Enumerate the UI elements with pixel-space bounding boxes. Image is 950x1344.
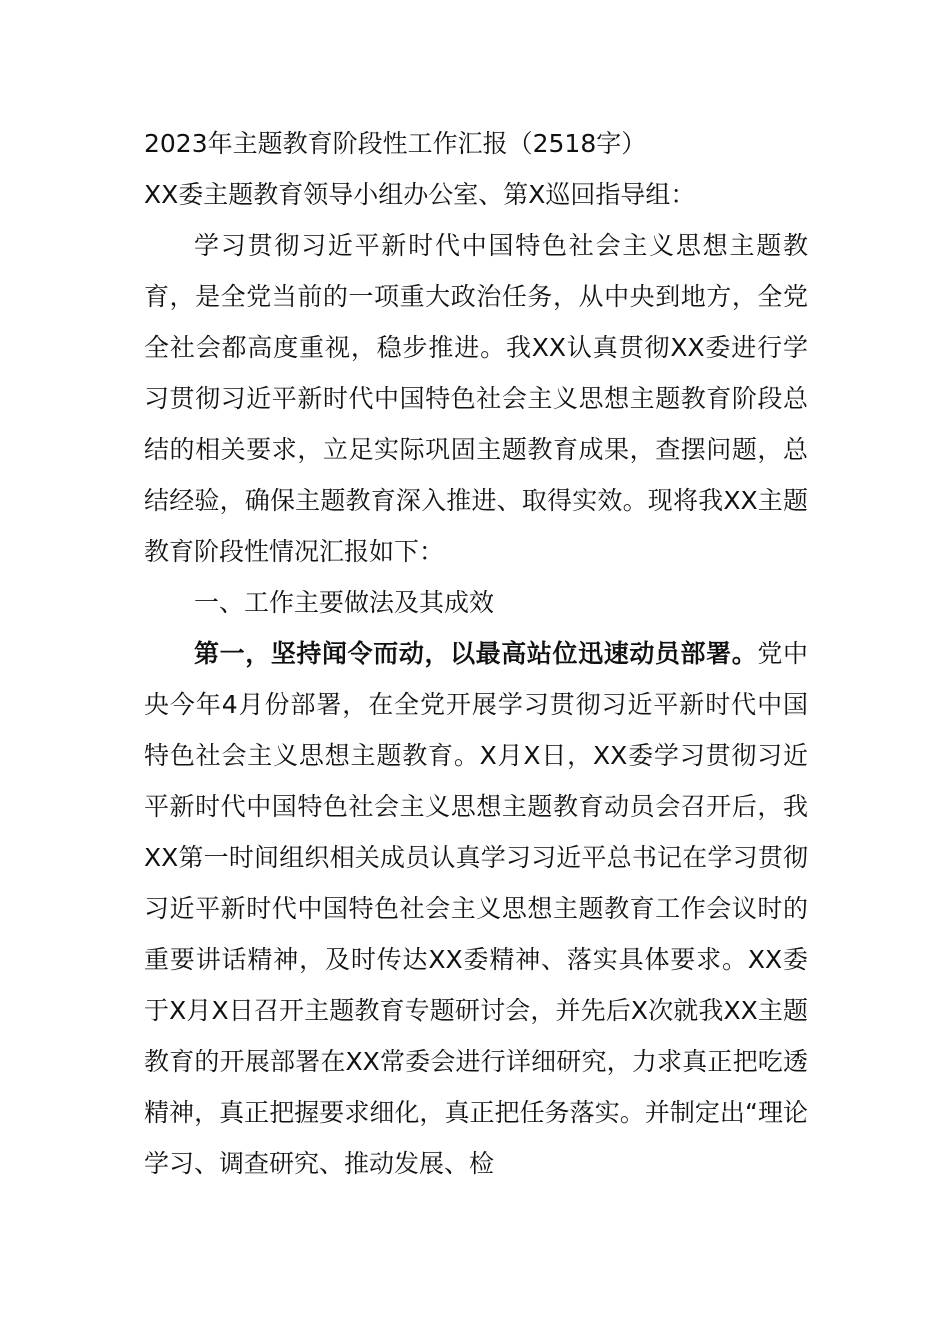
section-heading: 一、工作主要做法及其成效 — [194, 588, 495, 617]
document-body — [144, 118, 808, 1189]
salutation: XX委主题教育领导小组办公室、第X巡回指导组： — [144, 180, 696, 209]
document-title: 2023年主题教育阶段性工作汇报（2518字） — [144, 129, 647, 158]
intro-paragraph: 学习贯彻习近平新时代中国特色社会主义思想主题教育，是全党当前的一项重大政治任务，从中央到地方，全党全社会都高度重视，稳步推进。我XX认真贯彻XX委进行学习贯彻习近平新时代中国特色社会主义思想主题教育阶段总结的相关要求，立足实际巩固主题教育成果，查摆问题，总结经验，确保主题教育深入推进、取得实效。现将我XX主题教育阶段性情况汇报如下： — [144, 231, 808, 566]
point-one-body: 党中央今年4月份部署，在全党开展学习贯彻习近平新时代中国特色社会主义思想主题教育。X月X日，XX委学习贯彻习近平新时代中国特色社会主义思想主题教育动员会召开后，我XX第一时间组织相关成员认真学习习近平总书记在学习贯彻习近平新时代中国特色社会主义思想主题教育工作会议时的重要讲话精神，及时传达XX委精神、落实具体要求。XX委于X月X日召开主题教育专题研讨会，并先后X次就我XX主题教育的开展部署在XX常委会进行详细研究，力求真正把吃透精神，真正把握要求细化，真正把任务落实。并制定出“理论学习、调查研究、推动发展、检 — [144, 639, 808, 1178]
point-one-lead: 第一，坚持闻令而动，以最高站位迅速动员部署。 — [194, 639, 758, 668]
point-one-paragraph — [144, 628, 808, 1189]
